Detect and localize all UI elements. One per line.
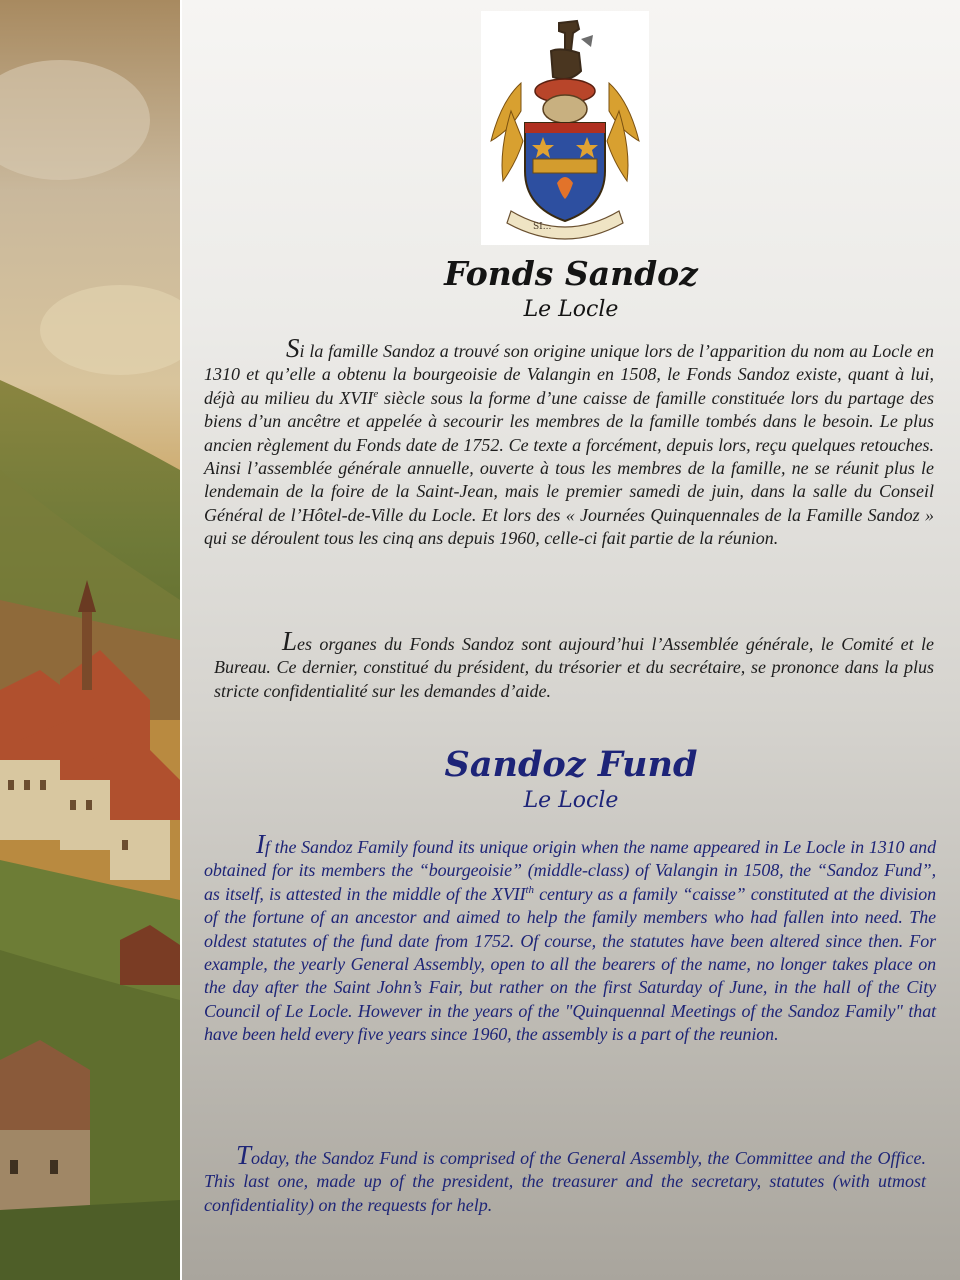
paragraph-text: f the Sandoz Family found its unique origin when the name appeared in Le Locle in 1310 and obtained for its members the “bourgeoisie” (middle-class) of Valangin in 1508, the “Sandoz Fund”, as itself, is attested in the middle of the XVII [204,837,936,904]
paragraph-text: century as a family “caisse” constituted at the division of the fortune of an ancestor and aimed to help the family members who had fallen into need. The oldest statutes of the fund date from 1752. Of course, the statutes have been altered since then. For example, the yearly General Assembly, open to all the bearers of the name, no longer takes place on the day after the Saint John’s Fair, but rather on the first Saturday of June, in the hall of the City Council of Le Locle. However in the years of the "Quinquennal Meetings of the Sandoz Family" that have been held every five years since 1960, the assembly is a part of the reunion. [204,883,936,1045]
landscape-painting [0,0,180,1280]
svg-text:SI...: SI... [533,222,552,232]
dropcap: L [282,626,298,656]
dropcap: I [256,829,265,859]
french-subtitle: Le Locle [523,297,619,322]
dropcap: S [286,333,300,363]
english-title: Sandoz Fund [444,744,698,785]
english-subtitle: Le Locle [523,788,619,813]
text-panel [182,0,960,1280]
paragraph-text: es organes du Fonds Sandoz sont aujourd’hui l’Assemblée générale, le Comité et le Bureau. Ce dernier, constitué du président, du trésorier et du secrétaire, se prononce dans la plus stricte confidentialité sur les demandes d’aide. [214,634,934,701]
paragraph-text: i la famille Sandoz a trouvé son origine unique lors de l’apparition du nom au Locle en 1310 et qu’elle a obtenu la bourgeoisie de Valangin en 1508, le Fonds Sandoz existe, quant à lui, déjà au milieu du XVII [204,341,934,408]
paragraph-text: siècle sous la forme d’une caisse de famille constituée lors du partage des biens d’un ancêtre et appelée à secourir les membres de la famille tombés dans le besoin. Le plus ancien règlement du Fonds date de 1752. Ce texte a forcément, depuis lors, reçu quelques retouches. Ainsi l’assemblée générale annuelle, ouverte à tous les membres de la famille, ne se réunit plus le lendemain de la foire de la Saint-Jean, mais le premier samedi de juin, dans la salle du Conseil Général de l’Hôtel-de-Ville du Locle. Et lors des « Journées Quinquennales de la Famille Sandoz » qui se déroulent tous les cinq ans depuis 1960, celle-ci fait partie de la réunion. [204,387,934,549]
superscript: e [373,387,379,400]
english-paragraph-1 [204,829,936,1047]
french-paragraph-2 [214,626,934,703]
english-paragraph-2 [204,1140,926,1217]
french-title: Fonds Sandoz [444,254,698,293]
coat-of-arms-icon [481,11,649,245]
paragraph-text: oday, the Sandoz Fund is comprised of the General Assembly, the Committee and the Office. This last one, made up of the president, the treasurer and the secretary, statutes (with utmost confidentiality) on the requests for help. [204,1148,926,1215]
french-paragraph-1 [204,333,934,551]
superscript: th [525,883,534,896]
dropcap: T [236,1140,252,1170]
